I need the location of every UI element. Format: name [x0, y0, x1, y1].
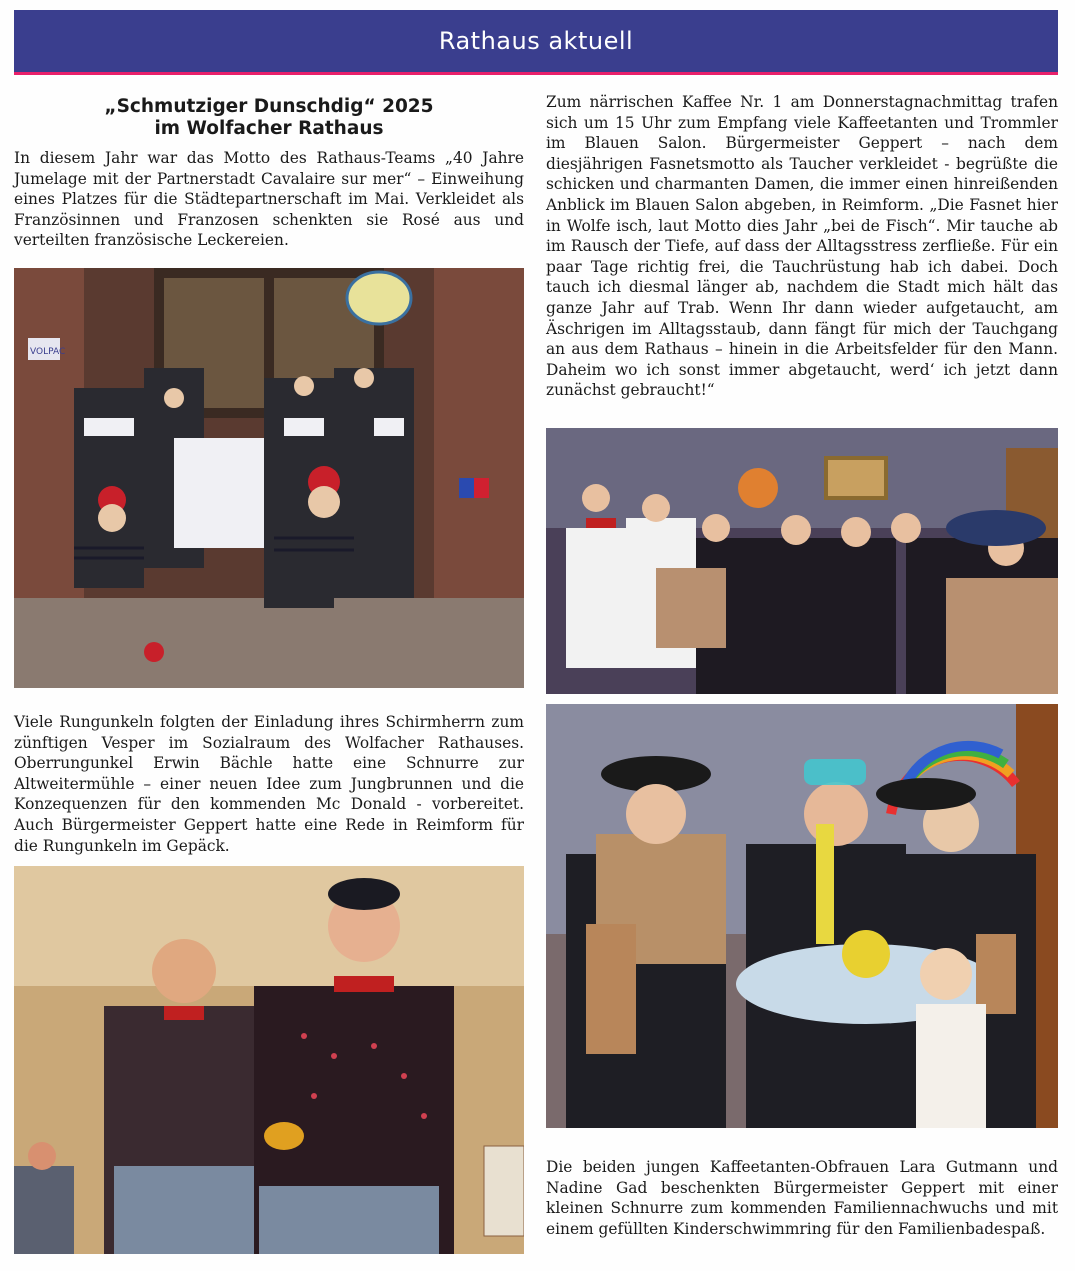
section-banner [14, 10, 1058, 75]
photo-rathaus-team [14, 268, 524, 688]
photo-buergermeister [546, 704, 1058, 1128]
photo-rungunkeln [14, 866, 524, 1254]
article-headline [14, 96, 524, 148]
rungunkeln-paragraph: Viele Rungunkeln folgten der Einladung ihres Schirmherrn zum zünftigen Vesper im Sozialraum des Wolfacher Rathauses. Oberrungunkel Erwin Bächle hatte eine Schnurre zur Altweitermühle – einer neuen Idee zum Jungbrunnen und die Konzequenzen für den kommenden Mc Donald - vorbereitet. Auch Bürgermeister Geppert hatte eine Rede in Reimform für die Rungunkeln im Gepäck. [14, 713, 524, 855]
headline-line-2: im Wolfacher Rathaus [154, 118, 384, 139]
photo-kaffeetanten [546, 428, 1058, 694]
closing-caption: Die beiden jungen Kaffeetanten-Obfrauen Lara Gutmann und Nadine Gad beschenkten Bürgermeister Geppert mit einer kleinen Schnurre zum kommenden Familiennachwuchs und mit einem gefüllten Kinderschwimmring für den Familienbadespaß. [546, 1158, 1058, 1238]
intro-paragraph: In diesem Jahr war das Motto des Rathaus-Teams „40 Jahre Jumelage mit der Partnerstadt Cavalaire sur mer“ – Einweihung eines Platzes für die Städtepartnerschaft im Mai. Verkleidet als Französinnen und Franzosen schenkten sie Rosé aus und verteilten französische Leckereien. [14, 149, 524, 250]
section-title: Rathaus aktuell [438, 27, 634, 55]
headline-line-1: „Schmutziger Dunschdig“ 2025 [104, 96, 434, 117]
kaffee-paragraph: Zum närrischen Kaffee Nr. 1 am Donnerstagnachmittag trafen sich um 15 Uhr zum Empfang viele Kaffeetanten und Trommler im Blauen Salon. Bürgermeister Geppert – nach dem diesjährigen Fasnetsmotto als Taucher verkleidet - begrüßte die schicken und charmanten Damen, die immer einen hinreißenden Anblick im Blauen Salon abgeben, in Reimform. „Die Fasnet hier in Wolfe isch, laut Motto dies Jahr „bei de Fisch“. Mir tauche ab im Rausch der Tiefe, auf dass der Alltagsstress zerfließe. Für ein paar Tage richtig frei, die Tauchrüstung hab ich dabei. Doch tauch ich diesmal länger ab, nachdem die Stadt mich hält das ganze Jahr auf Trab. Wenn Ihr dann wieder aufgetaucht, am Äschrigen im Alltagsstaub, dann fängt für mich der Tauchgang an aus dem Rathaus – hinein in die Arbeitsfelder für den Mann. Daheim wo ich sonst immer abgetaucht, werd‘ ich jetzt dann zunächst gebraucht!“ [546, 93, 1058, 400]
sign-text: VOLPAC [30, 347, 66, 357]
